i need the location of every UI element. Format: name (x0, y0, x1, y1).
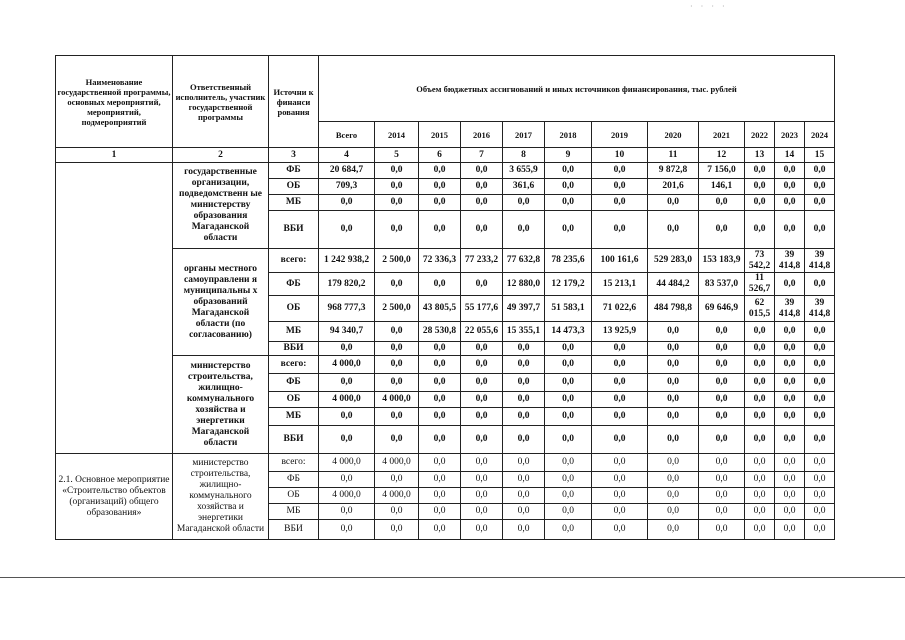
amount-cell: 0,0 (805, 426, 835, 454)
amount-cell: 73 542,2 (745, 249, 775, 273)
page-footer-line (0, 577, 905, 578)
funding-source-cell: ВБИ (269, 342, 319, 356)
amount-cell: 0,0 (745, 356, 775, 374)
amount-cell: 0,0 (375, 211, 419, 249)
year-header: 2023 (775, 122, 805, 148)
amount-cell: 0,0 (419, 488, 461, 504)
amount-cell: 0,0 (503, 488, 545, 504)
amount-cell: 22 055,6 (461, 322, 503, 342)
table-row (56, 249, 835, 273)
amount-cell: 0,0 (419, 163, 461, 179)
table-row (56, 356, 835, 374)
amount-cell: 0,0 (375, 520, 419, 540)
amount-cell: 0,0 (545, 211, 592, 249)
amount-cell: 0,0 (419, 273, 461, 296)
amount-cell: 0,0 (648, 211, 699, 249)
amount-cell: 0,0 (503, 374, 545, 392)
amount-cell: 0,0 (699, 374, 745, 392)
amount-cell: 0,0 (592, 374, 648, 392)
amount-cell: 0,0 (805, 488, 835, 504)
amount-cell: 9 872,8 (648, 163, 699, 179)
column-number: 8 (503, 148, 545, 163)
column-number: 15 (805, 148, 835, 163)
amount-cell: 0,0 (805, 322, 835, 342)
amount-cell: 0,0 (503, 472, 545, 488)
amount-cell: 0,0 (648, 472, 699, 488)
executor-cell: министерство строительства, жилищно- коммунального хозяйства и энергетики Магаданской области (173, 356, 269, 454)
amount-cell: 0,0 (648, 356, 699, 374)
amount-cell: 0,0 (699, 342, 745, 356)
amount-cell: 0,0 (775, 392, 805, 408)
amount-cell: 0,0 (461, 392, 503, 408)
amount-cell: 201,6 (648, 179, 699, 195)
amount-cell: 0,0 (375, 408, 419, 426)
amount-cell: 44 484,2 (648, 273, 699, 296)
amount-cell: 12 880,0 (503, 273, 545, 296)
amount-cell: 0,0 (592, 454, 648, 472)
column-number: 13 (745, 148, 775, 163)
funding-source-cell: ФБ (269, 273, 319, 296)
amount-cell: 0,0 (805, 195, 835, 211)
amount-cell: 0,0 (775, 195, 805, 211)
amount-cell: 0,0 (545, 520, 592, 540)
amount-cell: 0,0 (805, 179, 835, 195)
amount-cell: 0,0 (805, 472, 835, 488)
amount-cell: 0,0 (375, 426, 419, 454)
year-header: 2016 (461, 122, 503, 148)
amount-cell: 0,0 (745, 504, 775, 520)
column-number: 6 (419, 148, 461, 163)
amount-cell: 0,0 (503, 342, 545, 356)
amount-cell: 39 414,8 (775, 296, 805, 322)
amount-cell: 0,0 (419, 520, 461, 540)
year-header: 2021 (699, 122, 745, 148)
col-header-program: Наименование государственной программы, основных мероприятий, мероприятий, подмероприятий (56, 56, 173, 148)
amount-cell: 0,0 (775, 426, 805, 454)
funding-source-cell: ОБ (269, 392, 319, 408)
amount-cell: 39 414,8 (805, 296, 835, 322)
amount-cell: 0,0 (545, 195, 592, 211)
funding-source-cell: ОБ (269, 296, 319, 322)
amount-cell: 146,1 (699, 179, 745, 195)
amount-cell: 0,0 (648, 426, 699, 454)
amount-cell: 0,0 (745, 520, 775, 540)
amount-cell: 0,0 (592, 342, 648, 356)
year-header: 2015 (419, 122, 461, 148)
amount-cell: 0,0 (461, 211, 503, 249)
amount-cell: 0,0 (699, 356, 745, 374)
amount-cell: 0,0 (745, 211, 775, 249)
amount-cell: 0,0 (699, 392, 745, 408)
amount-cell: 0,0 (461, 374, 503, 392)
amount-cell: 0,0 (375, 322, 419, 342)
amount-cell: 0,0 (319, 472, 375, 488)
amount-cell: 72 336,3 (419, 249, 461, 273)
funding-source-cell: всего: (269, 454, 319, 472)
amount-cell: 39 414,8 (775, 249, 805, 273)
amount-cell: 0,0 (745, 374, 775, 392)
amount-cell: 0,0 (775, 472, 805, 488)
amount-cell: 14 473,3 (545, 322, 592, 342)
amount-cell: 0,0 (419, 356, 461, 374)
amount-cell: 4 000,0 (375, 454, 419, 472)
amount-cell: 0,0 (319, 374, 375, 392)
column-number: 1 (56, 148, 173, 163)
amount-cell: 0,0 (745, 195, 775, 211)
amount-cell: 71 022,6 (592, 296, 648, 322)
amount-cell: 0,0 (648, 408, 699, 426)
amount-cell: 0,0 (592, 195, 648, 211)
amount-cell: 0,0 (699, 472, 745, 488)
amount-cell: 0,0 (461, 195, 503, 211)
column-number: 14 (775, 148, 805, 163)
amount-cell: 0,0 (775, 356, 805, 374)
amount-cell: 0,0 (375, 342, 419, 356)
amount-cell: 15 355,1 (503, 322, 545, 342)
amount-cell: 0,0 (775, 374, 805, 392)
amount-cell: 0,0 (745, 472, 775, 488)
amount-cell: 0,0 (503, 392, 545, 408)
amount-cell: 0,0 (419, 454, 461, 472)
amount-cell: 0,0 (375, 179, 419, 195)
amount-cell: 0,0 (775, 520, 805, 540)
funding-source-cell: ФБ (269, 374, 319, 392)
column-number: 2 (173, 148, 269, 163)
amount-cell: 0,0 (419, 211, 461, 249)
year-header: 2017 (503, 122, 545, 148)
amount-cell: 13 925,9 (592, 322, 648, 342)
amount-cell: 39 414,8 (805, 249, 835, 273)
amount-cell: 0,0 (805, 454, 835, 472)
column-number: 4 (319, 148, 375, 163)
funding-source-cell: МБ (269, 322, 319, 342)
year-header: 2019 (592, 122, 648, 148)
amount-cell: 51 583,1 (545, 296, 592, 322)
amount-cell: 78 235,6 (545, 249, 592, 273)
amount-cell: 0,0 (545, 392, 592, 408)
amount-cell: 0,0 (545, 179, 592, 195)
amount-cell: 0,0 (319, 426, 375, 454)
amount-cell: 0,0 (648, 392, 699, 408)
amount-cell: 0,0 (805, 356, 835, 374)
amount-cell: 0,0 (592, 426, 648, 454)
amount-cell: 0,0 (592, 488, 648, 504)
amount-cell: 4 000,0 (319, 454, 375, 472)
amount-cell: 0,0 (745, 322, 775, 342)
executor-cell: государственные организации, подведомственн ые министерству образования Магаданской области (173, 163, 269, 249)
amount-cell: 0,0 (775, 488, 805, 504)
funding-source-cell: ОБ (269, 488, 319, 504)
amount-cell: 0,0 (419, 392, 461, 408)
amount-cell: 0,0 (545, 163, 592, 179)
funding-source-cell: ВБИ (269, 211, 319, 249)
amount-cell: 0,0 (699, 211, 745, 249)
amount-cell: 529 283,0 (648, 249, 699, 273)
amount-cell: 0,0 (592, 211, 648, 249)
amount-cell: 0,0 (648, 454, 699, 472)
amount-cell: 49 397,7 (503, 296, 545, 322)
amount-cell: 0,0 (419, 504, 461, 520)
executor-cell: органы местного самоуправлени я муниципальны х образований Магаданской области (по согласованию) (173, 249, 269, 356)
amount-cell: 0,0 (775, 322, 805, 342)
amount-cell: 0,0 (805, 520, 835, 540)
amount-cell: 0,0 (745, 179, 775, 195)
amount-cell: 0,0 (503, 195, 545, 211)
amount-cell: 0,0 (805, 342, 835, 356)
table-row (56, 454, 835, 472)
budget-table (55, 55, 835, 540)
funding-source-cell: МБ (269, 408, 319, 426)
amount-cell: 0,0 (745, 408, 775, 426)
amount-cell: 0,0 (805, 374, 835, 392)
amount-cell: 0,0 (419, 179, 461, 195)
amount-cell: 4 000,0 (375, 392, 419, 408)
amount-cell: 0,0 (805, 163, 835, 179)
amount-cell: 1 242 938,2 (319, 249, 375, 273)
amount-cell: 0,0 (545, 374, 592, 392)
amount-cell: 0,0 (461, 520, 503, 540)
amount-cell: 0,0 (592, 520, 648, 540)
funding-source-cell: МБ (269, 195, 319, 211)
amount-cell: 15 213,1 (592, 273, 648, 296)
amount-cell: 0,0 (461, 179, 503, 195)
amount-cell: 4 000,0 (375, 488, 419, 504)
amount-cell: 0,0 (592, 408, 648, 426)
program-cell: 2.1. Основное мероприятие «Строительство объектов (организаций) общего образования» (56, 454, 173, 540)
amount-cell: 0,0 (805, 408, 835, 426)
amount-cell: 0,0 (545, 426, 592, 454)
program-cell (56, 163, 173, 454)
amount-cell: 0,0 (503, 408, 545, 426)
amount-cell: 77 632,8 (503, 249, 545, 273)
amount-cell: 0,0 (545, 454, 592, 472)
amount-cell: 484 798,8 (648, 296, 699, 322)
col-header-volume: Объем бюджетных ассигнований и иных источников финансирования, тыс. рублей (319, 56, 835, 122)
amount-cell: 0,0 (699, 408, 745, 426)
amount-cell: 0,0 (503, 454, 545, 472)
amount-cell: 0,0 (419, 195, 461, 211)
budget-table-sheet (55, 55, 835, 540)
amount-cell: 100 161,6 (592, 249, 648, 273)
amount-cell: 0,0 (461, 408, 503, 426)
amount-cell: 0,0 (419, 342, 461, 356)
amount-cell: 0,0 (805, 504, 835, 520)
amount-cell: 0,0 (461, 342, 503, 356)
year-header: 2014 (375, 122, 419, 148)
amount-cell: 0,0 (805, 273, 835, 296)
amount-cell: 0,0 (319, 342, 375, 356)
amount-cell: 709,3 (319, 179, 375, 195)
amount-cell: 0,0 (503, 520, 545, 540)
amount-cell: 0,0 (699, 504, 745, 520)
amount-cell: 0,0 (699, 322, 745, 342)
amount-cell: 0,0 (775, 179, 805, 195)
amount-cell: 0,0 (699, 195, 745, 211)
amount-cell: 0,0 (461, 426, 503, 454)
column-number: 7 (461, 148, 503, 163)
amount-cell: 62 015,5 (745, 296, 775, 322)
amount-cell: 0,0 (745, 454, 775, 472)
amount-cell: 0,0 (319, 211, 375, 249)
page-top-mark: · · · · (690, 2, 728, 11)
amount-cell: 0,0 (805, 211, 835, 249)
executor-cell: министерство строительства, жилищно- коммунального хозяйства и энергетики Магаданской области (173, 454, 269, 540)
column-number: 3 (269, 148, 319, 163)
amount-cell: 0,0 (319, 520, 375, 540)
amount-cell: 0,0 (319, 408, 375, 426)
funding-source-cell: всего: (269, 356, 319, 374)
column-number: 11 (648, 148, 699, 163)
amount-cell: 0,0 (775, 504, 805, 520)
amount-cell: 0,0 (745, 342, 775, 356)
amount-cell: 0,0 (375, 163, 419, 179)
column-number: 9 (545, 148, 592, 163)
funding-source-cell: всего: (269, 249, 319, 273)
amount-cell: 0,0 (775, 342, 805, 356)
amount-cell: 0,0 (503, 426, 545, 454)
amount-cell: 69 646,9 (699, 296, 745, 322)
amount-cell: 0,0 (461, 488, 503, 504)
amount-cell: 0,0 (419, 472, 461, 488)
year-header: 2020 (648, 122, 699, 148)
funding-source-cell: ОБ (269, 179, 319, 195)
amount-cell: 0,0 (699, 488, 745, 504)
amount-cell: 2 500,0 (375, 296, 419, 322)
amount-cell: 4 000,0 (319, 392, 375, 408)
amount-cell: 0,0 (461, 273, 503, 296)
amount-cell: 4 000,0 (319, 488, 375, 504)
funding-source-cell: МБ (269, 504, 319, 520)
amount-cell: 361,6 (503, 179, 545, 195)
amount-cell: 20 684,7 (319, 163, 375, 179)
amount-cell: 0,0 (805, 392, 835, 408)
amount-cell: 0,0 (699, 520, 745, 540)
amount-cell: 94 340,7 (319, 322, 375, 342)
amount-cell: 0,0 (461, 163, 503, 179)
funding-source-cell: ВБИ (269, 426, 319, 454)
amount-cell: 0,0 (503, 356, 545, 374)
col-header-executor: Ответственный исполнитель, участник государственной программы (173, 56, 269, 148)
amount-cell: 0,0 (319, 195, 375, 211)
amount-cell: 0,0 (461, 472, 503, 488)
amount-cell: 0,0 (545, 408, 592, 426)
amount-cell: 0,0 (775, 211, 805, 249)
amount-cell: 77 233,2 (461, 249, 503, 273)
amount-cell: 0,0 (503, 504, 545, 520)
amount-cell: 0,0 (775, 454, 805, 472)
amount-cell: 0,0 (545, 488, 592, 504)
amount-cell: 0,0 (592, 392, 648, 408)
amount-cell: 2 500,0 (375, 249, 419, 273)
funding-source-cell: ФБ (269, 472, 319, 488)
amount-cell: 0,0 (319, 504, 375, 520)
amount-cell: 179 820,2 (319, 273, 375, 296)
amount-cell: 0,0 (592, 472, 648, 488)
amount-cell: 0,0 (592, 356, 648, 374)
amount-cell: 0,0 (461, 356, 503, 374)
table-row (56, 163, 835, 179)
amount-cell: 0,0 (503, 211, 545, 249)
amount-cell: 0,0 (375, 472, 419, 488)
year-header: 2024 (805, 122, 835, 148)
amount-cell: 83 537,0 (699, 273, 745, 296)
amount-cell: 153 183,9 (699, 249, 745, 273)
year-header: Всего (319, 122, 375, 148)
amount-cell: 0,0 (375, 374, 419, 392)
col-header-source: Источни к финанси рования (269, 56, 319, 148)
column-number: 10 (592, 148, 648, 163)
amount-cell: 0,0 (545, 356, 592, 374)
amount-cell: 0,0 (648, 488, 699, 504)
amount-cell: 0,0 (419, 408, 461, 426)
year-header: 2018 (545, 122, 592, 148)
amount-cell: 0,0 (648, 520, 699, 540)
amount-cell: 0,0 (545, 342, 592, 356)
amount-cell: 43 805,5 (419, 296, 461, 322)
funding-source-cell: ВБИ (269, 520, 319, 540)
amount-cell: 12 179,2 (545, 273, 592, 296)
amount-cell: 7 156,0 (699, 163, 745, 179)
amount-cell: 0,0 (375, 273, 419, 296)
column-number: 5 (375, 148, 419, 163)
amount-cell: 0,0 (592, 179, 648, 195)
amount-cell: 0,0 (648, 374, 699, 392)
amount-cell: 3 655,9 (503, 163, 545, 179)
amount-cell: 0,0 (592, 163, 648, 179)
amount-cell: 0,0 (775, 408, 805, 426)
amount-cell: 0,0 (648, 504, 699, 520)
amount-cell: 11 526,7 (745, 273, 775, 296)
amount-cell: 0,0 (745, 392, 775, 408)
amount-cell: 968 777,3 (319, 296, 375, 322)
amount-cell: 0,0 (375, 195, 419, 211)
amount-cell: 0,0 (745, 163, 775, 179)
amount-cell: 0,0 (545, 504, 592, 520)
amount-cell: 0,0 (592, 504, 648, 520)
amount-cell: 0,0 (375, 504, 419, 520)
amount-cell: 28 530,8 (419, 322, 461, 342)
amount-cell: 0,0 (419, 426, 461, 454)
amount-cell: 55 177,6 (461, 296, 503, 322)
amount-cell: 0,0 (375, 356, 419, 374)
amount-cell: 0,0 (419, 374, 461, 392)
funding-source-cell: ФБ (269, 163, 319, 179)
amount-cell: 0,0 (775, 273, 805, 296)
amount-cell: 0,0 (699, 454, 745, 472)
amount-cell: 4 000,0 (319, 356, 375, 374)
amount-cell: 0,0 (545, 472, 592, 488)
amount-cell: 0,0 (648, 342, 699, 356)
amount-cell: 0,0 (775, 163, 805, 179)
amount-cell: 0,0 (461, 504, 503, 520)
year-header: 2022 (745, 122, 775, 148)
amount-cell: 0,0 (648, 195, 699, 211)
amount-cell: 0,0 (745, 488, 775, 504)
column-number: 12 (699, 148, 745, 163)
amount-cell: 0,0 (648, 322, 699, 342)
amount-cell: 0,0 (745, 426, 775, 454)
amount-cell: 0,0 (461, 454, 503, 472)
amount-cell: 0,0 (699, 426, 745, 454)
